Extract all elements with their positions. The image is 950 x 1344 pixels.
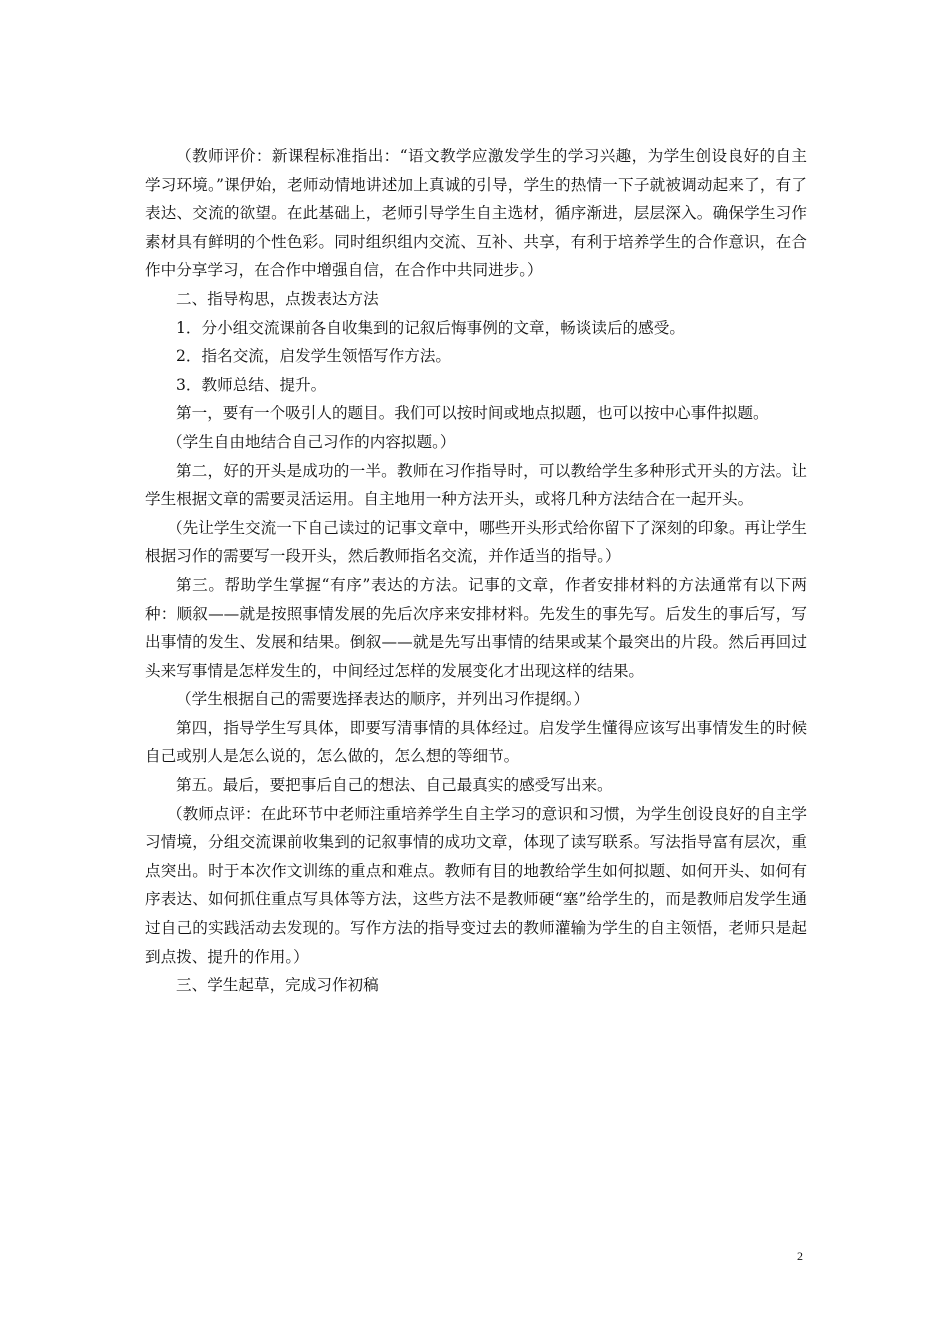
document-body <box>145 142 807 1000</box>
teacher-comment-paragraph: （教师点评：在此环节中老师注重培养学生自主学习的意识和习惯，为学生创设良好的自主学习情境，分组交流课前收集到的记叙事情的成功文章，体现了读写联系。写法指导富有层次，重点突出。时于本次作文训练的重点和难点。教师有目的地教给学生如何拟题、如何开头、如何有序表达、如何抓住重点写具体等方法，这些方法不是教师硬“塞”给学生的，而是教师启发学生通过自己的实践活动去发现的。写作方法的指导变过去的教师灌输为学生的自主领悟，老师只是起到点拨、提升的作用。） <box>145 804 807 966</box>
section-heading-3: 三、学生起草，完成习作初稿 <box>176 976 379 995</box>
point-second: 第二，好的开头是成功的一半。教师在习作指导时，可以教给学生多种形式开头的方法。让学生根据文章的需要灵活运用。自主地用一种方法开头，或将几种方法结合在一起开头。 <box>145 461 807 509</box>
point-fourth: 第四，指导学生写具体，即要写清事情的具体经过。启发学生懂得应该写出事情发生的时候自己或别人是怎么说的，怎么做的，怎么想的等细节。 <box>145 718 807 766</box>
page-number: 2 <box>797 1249 803 1263</box>
teacher-evaluation-paragraph: （教师评价：新课程标准指出：“语文教学应激发学生的学习兴趣，为学生创设良好的自主学习环境。”课伊始，老师动情地讲述加上真诚的引导，学生的热情一下子就被调动起来了，有了表达、交流的欲望。在此基础上，老师引导学生自主选材，循序渐进，层层深入。确保学生习作素材具有鲜明的个性色彩。同时组织组内交流、互补、共享，有利于培养学生的合作意识，在合作中分享学习，在合作中增强自信，在合作中共同进步。） <box>145 147 807 280</box>
step-1: 1．分小组交流课前各自收集到的记叙后悔事例的文章，畅谈读后的感受。 <box>176 318 685 337</box>
point-third: 第三。帮助学生掌握“有序”表达的方法。记事的文章，作者安排材料的方法通常有以下两种：顺叙——就是按照事情发展的先后次序来安排材料。先发生的事先写。后发生的事后写，写出事情的发生、发展和结果。倒叙——就是先写出事情的结果或某个最突出的片段。然后再回过头来写事情是怎样发生的，中间经过怎样的发展变化才出现这样的结果。 <box>145 575 807 680</box>
note-second: （先让学生交流一下自己读过的记事文章中，哪些开头形式给你留下了深刻的印象。再让学生根据习作的需要写一段开头，然后教师指名交流，并作适当的指导。） <box>145 518 807 566</box>
step-3: 3．教师总结、提升。 <box>176 375 327 394</box>
point-fifth: 第五。最后，要把事后自己的想法、自己最真实的感受写出来。 <box>176 776 613 795</box>
section-heading-2: 二、指导构思，点拨表达方法 <box>176 289 379 308</box>
note-first: （学生自由地结合自己习作的内容拟题。） <box>167 432 456 451</box>
step-2: 2．指名交流，启发学生领悟写作方法。 <box>176 347 452 366</box>
point-first: 第一，要有一个吸引人的题目。我们可以按时间或地点拟题，也可以按中心事件拟题。 <box>176 404 769 423</box>
note-third: （学生根据自己的需要选择表达的顺序，并列出习作提纲。） <box>176 690 590 709</box>
